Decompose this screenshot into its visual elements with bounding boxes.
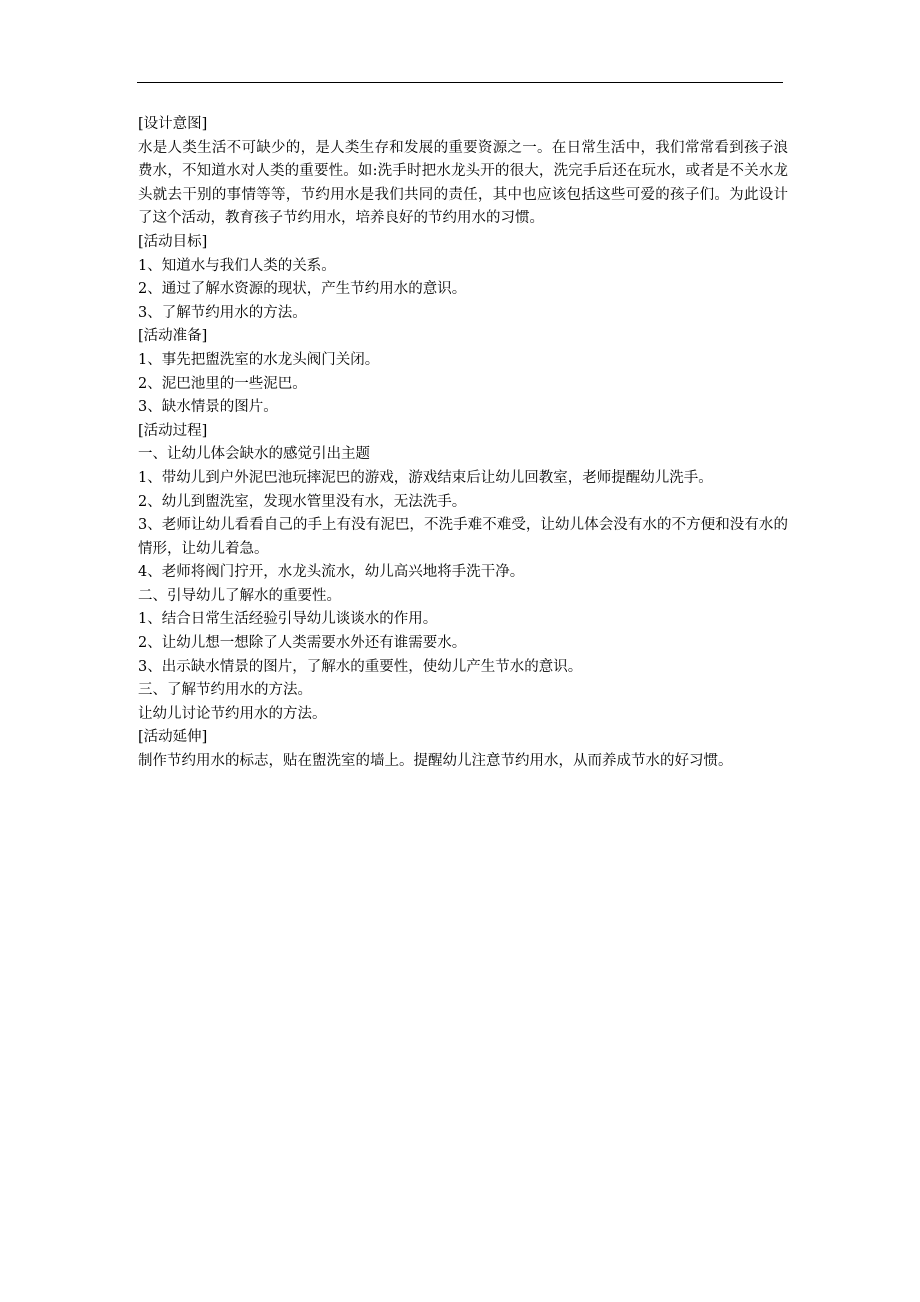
header-rule bbox=[137, 82, 783, 83]
design-intent-paragraph: 水是人类生活不可缺少的，是人类生存和发展的重要资源之一。在日常生活中，我们常常看到孩子浪费水，不知道水对人类的重要性。如:洗手时把水龙头开的很大，洗完手后还在玩水，或者是不关水龙头就去干别的事情等等，节约用水是我们共同的责任，其中也应该包括这些可爱的孩子们。为此设计了这个活动，教育孩子节约用水，培养良好的节约用水的习惯。 bbox=[138, 139, 788, 227]
section-heading-process: [活动过程] bbox=[138, 422, 208, 439]
goal-item: 3、了解节约用水的方法。 bbox=[138, 304, 307, 321]
process-item: 1、结合日常生活经验引导幼儿谈谈水的作用。 bbox=[138, 611, 438, 628]
process-step-heading: 二、引导幼儿了解水的重要性。 bbox=[138, 587, 341, 604]
process-item: 4、老师将阀门拧开，水龙头流水，幼儿高兴地将手洗干净。 bbox=[138, 564, 525, 581]
process-item: 3、老师让幼儿看看自己的手上有没有泥巴，不洗手难不难受，让幼儿体会没有水的不方便和没有水的情形，让幼儿着急。 bbox=[138, 517, 788, 557]
process-item: 让幼儿讨论节约用水的方法。 bbox=[138, 705, 327, 722]
process-item: 3、出示缺水情景的图片，了解水的重要性，使幼儿产生节水的意识。 bbox=[138, 658, 583, 675]
goal-item: 1、知道水与我们人类的关系。 bbox=[138, 257, 336, 274]
preparation-item: 2、泥巴池里的一些泥巴。 bbox=[138, 375, 307, 392]
section-heading-extension: [活动延伸] bbox=[138, 729, 208, 746]
process-item: 2、幼儿到盥洗室，发现水管里没有水，无法洗手。 bbox=[138, 493, 467, 510]
process-item: 1、带幼儿到户外泥巴池玩摔泥巴的游戏，游戏结束后让幼儿回教室，老师提醒幼儿洗手。 bbox=[138, 469, 713, 486]
section-heading-preparation: [活动准备] bbox=[138, 328, 208, 345]
section-heading-design-intent: [设计意图] bbox=[138, 116, 208, 132]
process-step-heading: 三、了解节约用水的方法。 bbox=[138, 682, 312, 699]
section-heading-goals: [活动目标] bbox=[138, 233, 208, 250]
preparation-item: 3、缺水情景的图片。 bbox=[138, 399, 278, 416]
goal-item: 2、通过了解水资源的现状，产生节约用水的意识。 bbox=[138, 281, 467, 298]
preparation-item: 1、事先把盥洗室的水龙头阀门关闭。 bbox=[138, 351, 380, 368]
process-step-heading: 一、让幼儿体会缺水的感觉引出主题 bbox=[138, 446, 370, 463]
process-item: 2、让幼儿想一想除了人类需要水外还有谁需要水。 bbox=[138, 635, 467, 652]
extension-text: 制作节约用水的标志，贴在盥洗室的墙上。提醒幼儿注意节约用水，从而养成节水的好习惯。 bbox=[138, 753, 733, 770]
document-body bbox=[138, 113, 788, 774]
